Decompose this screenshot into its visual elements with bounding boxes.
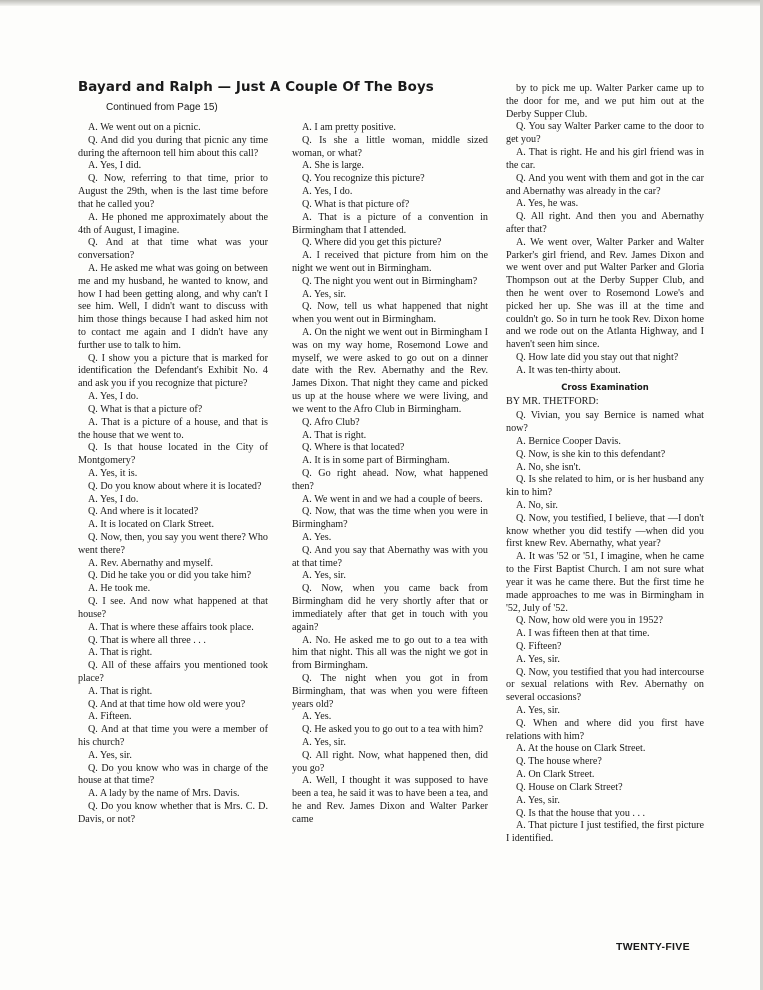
question-paragraph: Q. He asked you to go out to a tea with him? <box>302 724 484 736</box>
column-2 <box>292 122 488 827</box>
question-paragraph: Q. Is that house located in the City of Montgomery? <box>78 442 268 467</box>
answer-paragraph: A. Yes, sir. <box>516 794 560 806</box>
question-paragraph: Q. The house where? <box>516 756 602 768</box>
question-paragraph: Q. Now, when you came back from Birmingham did he very shortly after that or immediately after that get in touch with you again? <box>292 583 488 633</box>
answer-paragraph: A. Yes, I do. <box>88 493 139 505</box>
question-paragraph: Q. Where did you get this picture? <box>302 237 442 249</box>
answer-paragraph: A. Yes, it is. <box>88 467 138 479</box>
answer-paragraph: A. That picture I just testified, the first picture I identified. <box>506 820 704 845</box>
article-title: Bayard and Ralph — Just A Couple Of The Boys <box>78 80 434 95</box>
answer-paragraph: A. Yes. <box>302 711 332 723</box>
answer-paragraph: A. That is right. <box>302 429 367 441</box>
column-3-cross-text <box>506 410 704 846</box>
page-number: TWENTY-FIVE <box>616 941 690 953</box>
question-paragraph: Q. Now, that was the time when you were in Birmingham? <box>292 506 488 531</box>
question-paragraph: Q. Do you know whether that is Mrs. C. D. Davis, or not? <box>78 801 268 825</box>
question-paragraph: Q. I see. And now what happened at that house? <box>78 596 268 620</box>
cross-examination-heading: Cross Examination <box>561 381 649 392</box>
answer-paragraph: A. He took me. <box>88 583 151 595</box>
question-paragraph: Q. When and where did you first have relations with him? <box>506 717 704 742</box>
answer-paragraph: A. We went over, Walter Parker and Walter Parker's girl friend, and Rev. James Dixon and we went over and put Walter Parker and Gloria Thompson out at the Derby Supper Club, and then he went over to Rosemond Lowe's and picked her up. She was ill at the time and couldn't go. So in turn he took Rev. Dixon home and we rode out on the Atlanta Highway, and I haven't seen him since. <box>506 236 704 351</box>
examiner-line: BY MR. THETFORD: <box>506 395 599 407</box>
answer-paragraph: A. It was '52 or '51, I imagine, when he came to the First Baptist Church. I am not sure what year it was he came there. But the first time he made approaches to me was in Birmingham in '52, July of '52. <box>506 551 704 614</box>
question-paragraph: Q. Vivian, you say Bernice is named what now? <box>506 410 704 435</box>
answer-paragraph: A. He phoned me approximately about the 4th of August, I imagine. <box>78 211 268 236</box>
answer-paragraph: A. Yes, sir. <box>516 653 560 665</box>
answer-paragraph: A. That is right. He and his girl friend was in the car. <box>506 147 704 171</box>
answer-paragraph: A. At the house on Clark Street. <box>516 743 646 755</box>
question-paragraph: Q. I show you a picture that is marked for identification the Defendant's Exhibit No. 4 and ask you if you recognize that picture? <box>78 352 268 390</box>
question-paragraph: Q. Is she a little woman, middle sized woman, or what? <box>292 134 488 159</box>
answer-paragraph: A. Fifteen. <box>88 711 132 723</box>
answer-paragraph: A. On Clark Street. <box>516 769 595 781</box>
answer-paragraph: A. It was ten-thirty about. <box>516 364 621 376</box>
question-paragraph: Q. You recognize this picture? <box>302 173 425 185</box>
question-paragraph: Q. Do you know who was in charge of the house at that time? <box>78 762 268 787</box>
answer-paragraph: A. That is right. <box>88 647 153 659</box>
answer-paragraph: A. Yes, sir. <box>88 749 132 761</box>
question-paragraph: Q. And at that time you were a member of his church? <box>78 724 268 748</box>
question-paragraph: Q. Do you know about where it is located? <box>88 480 262 492</box>
question-paragraph: Q. And at that time what was your conversation? <box>78 237 268 262</box>
answer-paragraph: A. A lady by the name of Mrs. Davis. <box>88 788 240 800</box>
question-paragraph: Q. Now, is she kin to this defendant? <box>516 448 666 460</box>
question-paragraph: Q. All of these affairs you mentioned took place? <box>78 660 268 684</box>
question-paragraph: Q. Where is that located? <box>302 442 405 454</box>
answer-paragraph: A. Yes, sir. <box>302 288 346 300</box>
answer-paragraph: A. He asked me what was going on between me and my husband, he wanted to know, and how I had been getting along, and why can't I see him. Well, I didn't want to discuss with him those things because I had asked him not to contact me again and I didn't have any further use to talk to him. <box>78 262 268 351</box>
answer-paragraph: A. No. He asked me to go out to a tea with him that night. This all was the night we got in from Birmingham. <box>292 634 488 672</box>
question-paragraph: Q. The night you went out in Birmingham? <box>302 275 478 287</box>
question-paragraph: Q. All right. Now, what happened then, did you go? <box>292 749 488 774</box>
continued-note: Continued from Page 15) <box>106 102 218 113</box>
question-paragraph: Q. House on Clark Street? <box>516 781 623 793</box>
answer-paragraph: A. It is in some part of Birmingham. <box>302 455 450 467</box>
question-paragraph: Q. Go right ahead. Now, what happened then? <box>292 467 488 492</box>
question-paragraph: Q. Is she related to him, or is her husband any kin to him? <box>506 474 704 499</box>
answer-paragraph: A. Rev. Abernathy and myself. <box>88 557 214 569</box>
answer-paragraph: A. That is right. <box>88 685 153 697</box>
question-paragraph: Q. How late did you stay out that night? <box>516 352 679 364</box>
column-3-direct-text <box>506 83 704 378</box>
answer-paragraph: A. We went in and we had a couple of beers. <box>302 493 483 505</box>
question-paragraph: Q. And you say that Abernathy was with you at that time? <box>292 544 488 569</box>
answer-paragraph: A. Yes, I do. <box>302 186 353 198</box>
question-paragraph: Q. And you went with them and got in the car and Abernathy was already in the car? <box>506 172 704 197</box>
answer-paragraph: A. That is a picture of a convention in Birmingham that I attended. <box>292 211 488 236</box>
question-paragraph: Q. Now, how old were you in 1952? <box>516 615 663 627</box>
answer-paragraph: by to pick me up. Walter Parker came up to the door for me, and we put him out at the Derby Supper Club. <box>506 83 704 120</box>
question-paragraph: Q. And at that time how old were you? <box>88 698 246 710</box>
answer-paragraph: A. Yes, I do. <box>88 391 139 403</box>
question-paragraph: Q. Fifteen? <box>516 640 562 652</box>
answer-paragraph: A. I was fifteen then at that time. <box>516 628 650 640</box>
answer-paragraph: A. Yes, I did. <box>88 160 142 172</box>
question-paragraph: Q. Afro Club? <box>302 416 360 428</box>
question-paragraph: Q. That is where all three . . . <box>88 634 206 646</box>
question-paragraph: Q. You say Walter Parker came to the door to get you? <box>506 121 704 146</box>
question-paragraph: Q. And did you during that picnic any time during the afternoon tell him about this call? <box>78 134 268 159</box>
answer-paragraph: A. That is where these affairs took place. <box>88 621 254 633</box>
question-paragraph: Q. Now, you testified that you had intercourse or sexual relations with Rev. Abernathy on several occasions? <box>506 666 704 704</box>
question-paragraph: Q. What is that a picture of? <box>88 403 203 415</box>
question-paragraph: Q. And where is it located? <box>88 506 199 518</box>
answer-paragraph: A. It is located on Clark Street. <box>88 519 214 531</box>
answer-paragraph: A. No, sir. <box>516 500 558 511</box>
answer-paragraph: A. Bernice Cooper Davis. <box>516 435 621 447</box>
question-paragraph: Q. Now, tell us what happened that night when you went out in Birmingham. <box>292 301 488 326</box>
question-paragraph: Q. Now, then, you say you went there? Who went there? <box>78 532 268 556</box>
answer-paragraph: A. Yes, sir. <box>516 705 560 716</box>
answer-paragraph: A. Yes, sir. <box>302 570 346 582</box>
question-paragraph: Q. What is that picture of? <box>302 198 410 210</box>
answer-paragraph: A. I am pretty positive. <box>302 122 396 133</box>
answer-paragraph: A. Yes, sir. <box>302 737 346 748</box>
scan-top-edge <box>0 0 763 6</box>
answer-paragraph: A. Yes, he was. <box>516 198 579 210</box>
question-paragraph: Q. All right. And then you and Abernathy after that? <box>506 211 704 235</box>
answer-paragraph: A. Yes. <box>302 532 332 543</box>
question-paragraph: Q. Did he take you or did you take him? <box>88 570 252 582</box>
question-paragraph: Q. Now, you testified, I believe, that —I don't know whether you did testify —when did you first knew Rev. Abernathy, what year? <box>506 512 704 550</box>
column-1 <box>78 122 268 827</box>
answer-paragraph: A. We went out on a picnic. <box>88 122 201 133</box>
question-paragraph: Q. Is that the house that you . . . <box>516 807 646 819</box>
answer-paragraph: A. On the night we went out in Birmingham I was on my way home, Rosemond Lowe and myself, we were asked to go out on a dinner date with the Rev. Abernathy and the Rev. James Dixon. That night they came and picked us up at the house where we were living, and we went to the Afro Club in Birmingham. <box>292 327 488 415</box>
answer-paragraph: A. Well, I thought it was supposed to have been a tea, he said it was to have been a tea, and he and Rev. James Dixon and Walter Parker came <box>292 775 488 825</box>
answer-paragraph: A. That is a picture of a house, and that is the house that we went to. <box>78 416 268 441</box>
question-paragraph: Q. The night when you got in from Birmingham, that was when you were fifteen years old? <box>292 672 488 710</box>
answer-paragraph: A. No, she isn't. <box>516 461 581 473</box>
answer-paragraph: A. I received that picture from him on the night we went out in Birmingham. <box>292 250 488 274</box>
answer-paragraph: A. She is large. <box>302 160 364 172</box>
question-paragraph: Q. Now, referring to that time, prior to August the 29th, when is the last time before that he called you? <box>78 173 268 210</box>
column-3 <box>506 83 704 846</box>
